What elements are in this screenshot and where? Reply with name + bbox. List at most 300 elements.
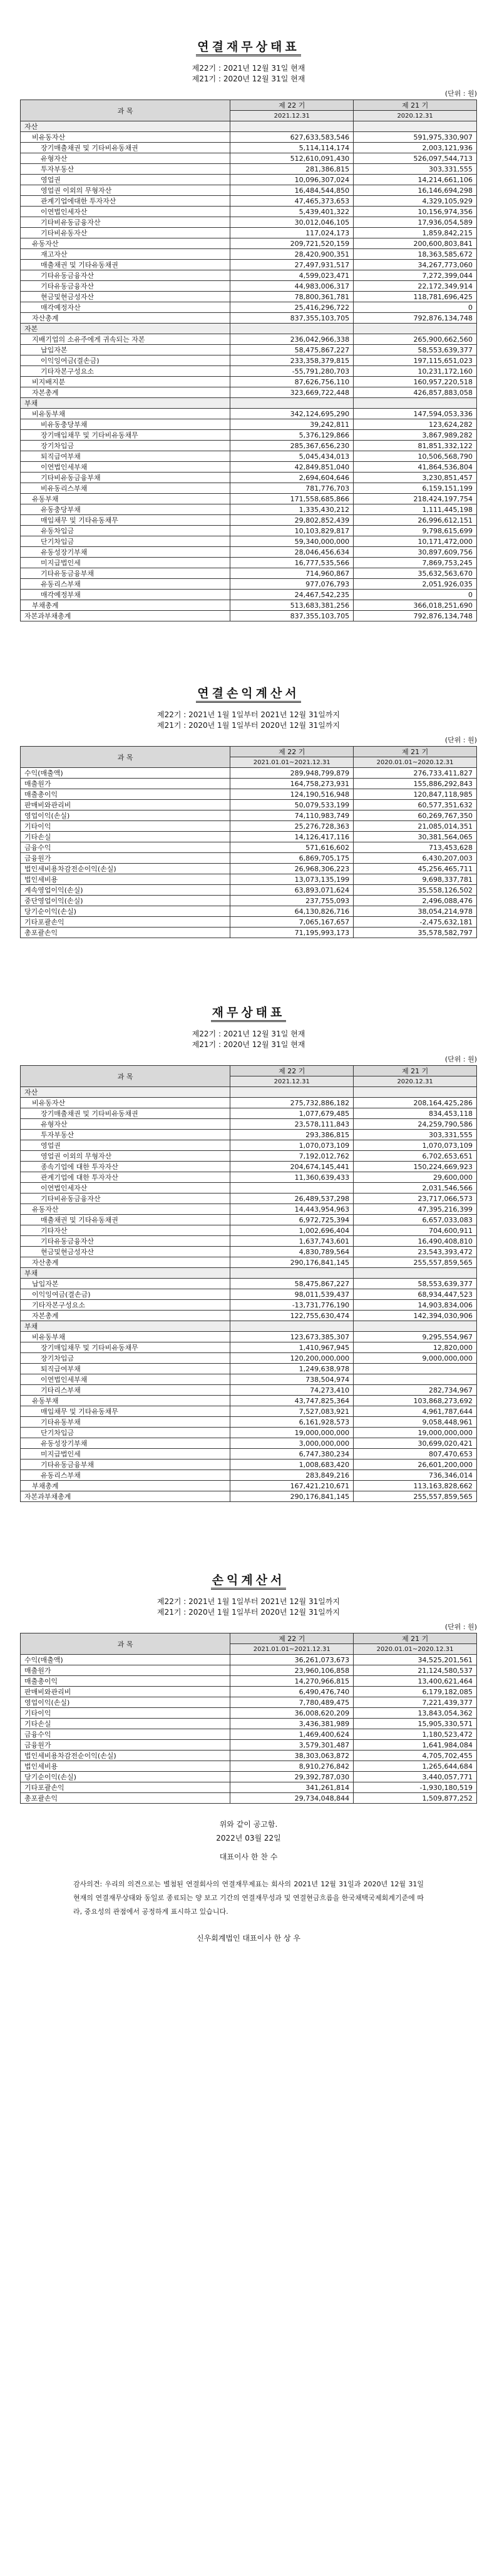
current-amount: 27,497,931,517 xyxy=(230,260,354,270)
account-name: 유동성장기부채 xyxy=(21,547,230,558)
table-row xyxy=(21,1193,477,1204)
statement-section xyxy=(0,684,497,938)
table-row xyxy=(21,164,477,175)
prior-amount xyxy=(354,1268,477,1279)
table-row xyxy=(21,1772,477,1782)
current-amount xyxy=(230,1183,354,1193)
account-name: 기타이익 xyxy=(21,821,230,832)
account-name: 자산총계 xyxy=(21,1257,230,1268)
account-name: 중단영업이익(손실) xyxy=(21,896,230,906)
current-amount: 124,190,516,948 xyxy=(230,789,354,800)
current-amount: 29,734,048,844 xyxy=(230,1793,354,1804)
prior-amount: 19,000,000,000 xyxy=(354,1428,477,1438)
prior-amount: 282,734,967 xyxy=(354,1385,477,1396)
table-row xyxy=(21,874,477,885)
current-amount: 171,558,685,866 xyxy=(230,494,354,504)
table-row xyxy=(21,1740,477,1751)
current-amount: 1,335,430,212 xyxy=(230,504,354,515)
account-name: 유동자산 xyxy=(21,1204,230,1215)
current-amount: 290,176,841,145 xyxy=(230,1257,354,1268)
account-name: 금융수익 xyxy=(21,842,230,853)
table-row xyxy=(21,864,477,874)
table-row xyxy=(21,611,477,621)
account-name: 법인세비용차감전순이익(손실) xyxy=(21,864,230,874)
account-name: 관계기업에대한 투자자산 xyxy=(21,196,230,207)
table-row xyxy=(21,366,477,377)
table-row xyxy=(21,1449,477,1459)
prior-amount: 4,961,787,644 xyxy=(354,1406,477,1417)
auditor-signature: 신우회계법인 대표이사 한 상 우 xyxy=(197,1934,300,1943)
statement-table xyxy=(20,1633,477,1804)
prior-amount: 21,124,580,537 xyxy=(354,1665,477,1676)
account-name: 기타포괄손익 xyxy=(21,917,230,928)
table-row xyxy=(21,377,477,387)
current-amount: 3,579,301,487 xyxy=(230,1740,354,1751)
statement-section xyxy=(0,1571,497,1804)
current-amount: 98,011,539,437 xyxy=(230,1289,354,1300)
account-name: 영업이익(손실) xyxy=(21,810,230,821)
account-name: 금융원가 xyxy=(21,1740,230,1751)
current-amount: 6,972,725,394 xyxy=(230,1215,354,1225)
table-row xyxy=(21,1289,477,1300)
current-amount: -13,731,776,190 xyxy=(230,1300,354,1311)
account-name: 자산 xyxy=(21,1087,230,1098)
current-amount: 738,504,974 xyxy=(230,1374,354,1385)
table-row xyxy=(21,1332,477,1342)
current-amount: 122,755,630,474 xyxy=(230,1311,354,1321)
account-name: 기타이익 xyxy=(21,1708,230,1719)
table-row xyxy=(21,928,477,938)
current-amount: 74,273,410 xyxy=(230,1385,354,1396)
account-name: 기타자본구성요소 xyxy=(21,366,230,377)
table-row xyxy=(21,153,477,164)
table-row xyxy=(21,1481,477,1491)
unit-label: (단위 : 원) xyxy=(444,89,477,98)
table-row xyxy=(21,810,477,821)
table-row xyxy=(21,249,477,260)
table-row xyxy=(21,789,477,800)
current-amount: 627,633,583,546 xyxy=(230,132,354,143)
current-amount: 1,637,743,601 xyxy=(230,1236,354,1247)
prior-amount: 142,394,030,906 xyxy=(354,1311,477,1321)
account-name: 부채총계 xyxy=(21,1481,230,1491)
prior-amount: 160,957,220,518 xyxy=(354,377,477,387)
account-name: 기타비유동금융부채 xyxy=(21,473,230,483)
table-row xyxy=(21,1459,477,1470)
account-name: 유동부채 xyxy=(21,494,230,504)
prior-amount: 792,876,134,748 xyxy=(354,611,477,621)
account-name: 자본과부채총계 xyxy=(21,611,230,621)
table-row xyxy=(21,1183,477,1193)
prior-amount: 10,171,472,000 xyxy=(354,536,477,547)
table-row xyxy=(21,1130,477,1140)
current-amount: 275,732,886,182 xyxy=(230,1098,354,1108)
account-name: 종속기업에 대한 투자자산 xyxy=(21,1162,230,1172)
account-name: 기타포괄손익 xyxy=(21,1782,230,1793)
table-row xyxy=(21,579,477,590)
account-name: 기타유동금융자산 xyxy=(21,270,230,281)
account-name: 유형자산 xyxy=(21,1119,230,1130)
table-row xyxy=(21,821,477,832)
account-name: 장기매출채권 및 기타비유동채권 xyxy=(21,1108,230,1119)
current-amount xyxy=(230,398,354,409)
current-amount: 14,126,417,116 xyxy=(230,832,354,842)
closing-ceo: 대표이사 한 찬 수 xyxy=(219,1853,278,1861)
current-amount: 164,758,273,931 xyxy=(230,779,354,789)
table-row xyxy=(21,473,477,483)
account-name: 계속영업이익(손실) xyxy=(21,885,230,896)
prior-amount: 45,256,465,711 xyxy=(354,864,477,874)
current-amount: 28,420,900,351 xyxy=(230,249,354,260)
prior-amount: -2,475,632,181 xyxy=(354,917,477,928)
table-row xyxy=(21,1342,477,1353)
table-row xyxy=(21,1417,477,1428)
prior-amount xyxy=(354,1374,477,1385)
current-amount: 571,616,602 xyxy=(230,842,354,853)
prior-amount: 713,453,628 xyxy=(354,842,477,853)
prior-amount: 22,172,349,914 xyxy=(354,281,477,292)
prior-amount: 9,058,448,961 xyxy=(354,1417,477,1428)
prior-amount: 12,820,000 xyxy=(354,1342,477,1353)
table-row xyxy=(21,494,477,504)
table-row xyxy=(21,270,477,281)
current-amount: 25,276,728,363 xyxy=(230,821,354,832)
table-row xyxy=(21,1162,477,1172)
period-line: 제22기 : 2021년 1월 1일부터 2021년 12월 31일까지 xyxy=(156,710,340,719)
table-row xyxy=(21,1172,477,1183)
current-amount: 6,490,476,740 xyxy=(230,1687,354,1697)
header-period: 제 21 기 xyxy=(354,100,477,111)
table-row xyxy=(21,1428,477,1438)
prior-amount: 3,440,057,771 xyxy=(354,1772,477,1782)
table-row xyxy=(21,355,477,366)
current-amount: 11,360,639,433 xyxy=(230,1172,354,1183)
current-amount: 26,489,537,298 xyxy=(230,1193,354,1204)
account-name: 판매비와관리비 xyxy=(21,1687,230,1697)
account-name: 매출채권 및 기타유동채권 xyxy=(21,260,230,270)
account-name: 이익잉여금(결손금) xyxy=(21,355,230,366)
prior-amount: 1,509,877,252 xyxy=(354,1793,477,1804)
current-amount: 977,076,793 xyxy=(230,579,354,590)
account-name: 법인세비용 xyxy=(21,1761,230,1772)
prior-amount: 4,329,105,929 xyxy=(354,196,477,207)
account-name: 매출총이익 xyxy=(21,789,230,800)
prior-amount: 60,269,767,350 xyxy=(354,810,477,821)
current-amount xyxy=(230,1087,354,1098)
header-date: 2021.12.31 xyxy=(230,1076,354,1087)
table-row xyxy=(21,334,477,345)
statement-table xyxy=(20,746,477,938)
prior-amount: 38,054,214,978 xyxy=(354,906,477,917)
current-amount: 323,669,722,448 xyxy=(230,387,354,398)
current-amount: 36,008,620,209 xyxy=(230,1708,354,1719)
table-row xyxy=(21,1729,477,1740)
prior-amount: 14,214,661,106 xyxy=(354,175,477,185)
account-name: 비유동자산 xyxy=(21,1098,230,1108)
prior-amount: 123,624,282 xyxy=(354,419,477,430)
current-amount: -55,791,280,703 xyxy=(230,366,354,377)
current-amount: 23,960,106,858 xyxy=(230,1665,354,1676)
current-amount: 290,176,841,145 xyxy=(230,1491,354,1502)
prior-amount: 58,553,639,377 xyxy=(354,345,477,355)
statement-table xyxy=(20,1065,477,1502)
prior-amount: 200,600,803,841 xyxy=(354,238,477,249)
account-name: 영업권 xyxy=(21,175,230,185)
account-name: 관계기업에 대한 투자자산 xyxy=(21,1172,230,1183)
prior-amount: 3,230,851,457 xyxy=(354,473,477,483)
table-row xyxy=(21,1761,477,1772)
account-name: 수익(매출액) xyxy=(21,1655,230,1665)
account-name: 이익잉여금(결손금) xyxy=(21,1289,230,1300)
current-amount: 78,800,361,781 xyxy=(230,292,354,302)
current-amount: 2,694,604,646 xyxy=(230,473,354,483)
auditor-opinion: 감사의견: 우리의 의견으로는 별첨된 연결회사의 연결재무제표는 회사의 2021년 12월 31일과 2020년 12월 31일 현재의 연결재무상태와 동일로 종료되는 양 보고 기간의 연결재무성과 및 연결현금흐름을 한국채택국제회계기준에 따라, 중요성의 관점에서 공정하게 표시하고 있습니다. xyxy=(73,1880,424,1916)
unit-label: (단위 : 원) xyxy=(444,736,477,744)
account-name: 비유동자산 xyxy=(21,132,230,143)
current-amount: 7,527,083,921 xyxy=(230,1406,354,1417)
account-name: 매출원가 xyxy=(21,779,230,789)
table-row xyxy=(21,600,477,611)
prior-amount: 9,295,554,967 xyxy=(354,1332,477,1342)
table-row xyxy=(21,504,477,515)
table-row xyxy=(21,1782,477,1793)
current-amount xyxy=(230,1268,354,1279)
table-row xyxy=(21,260,477,270)
account-name: 기타유동부채 xyxy=(21,1417,230,1428)
account-name: 수익(매출액) xyxy=(21,768,230,779)
table-row xyxy=(21,1385,477,1396)
prior-amount xyxy=(354,1087,477,1098)
table-row xyxy=(21,175,477,185)
account-name: 유동성장기부채 xyxy=(21,1438,230,1449)
current-amount: 209,721,520,159 xyxy=(230,238,354,249)
prior-amount: 35,632,563,670 xyxy=(354,568,477,579)
prior-amount: 792,876,134,748 xyxy=(354,313,477,324)
header-date: 2020.12.31 xyxy=(354,111,477,121)
table-row xyxy=(21,832,477,842)
account-name: 퇴직급여부채 xyxy=(21,1364,230,1374)
prior-amount: 2,496,088,476 xyxy=(354,896,477,906)
table-row xyxy=(21,568,477,579)
table-row xyxy=(21,238,477,249)
table-row xyxy=(21,1697,477,1708)
account-name: 납입자본 xyxy=(21,1279,230,1289)
prior-amount: 218,424,197,754 xyxy=(354,494,477,504)
account-name: 기타자본구성요소 xyxy=(21,1300,230,1311)
current-amount: 58,475,867,227 xyxy=(230,345,354,355)
account-name: 영업권 이외의 무형자산 xyxy=(21,185,230,196)
current-amount: 1,070,073,109 xyxy=(230,1140,354,1151)
account-name: 이연법인세자산 xyxy=(21,207,230,217)
table-row xyxy=(21,1438,477,1449)
current-amount: 283,849,216 xyxy=(230,1470,354,1481)
statement-title: 재무상태표 xyxy=(0,1003,497,1020)
account-name: 기타손실 xyxy=(21,832,230,842)
account-name: 부채 xyxy=(21,398,230,409)
prior-amount: 1,111,445,198 xyxy=(354,504,477,515)
table-row xyxy=(21,1676,477,1687)
account-name: 비유동리스부채 xyxy=(21,483,230,494)
table-row xyxy=(21,324,477,334)
prior-amount: 30,897,609,756 xyxy=(354,547,477,558)
current-amount: 47,465,373,653 xyxy=(230,196,354,207)
prior-amount: 303,331,555 xyxy=(354,164,477,175)
table-row xyxy=(21,1396,477,1406)
account-name: 총포괄손익 xyxy=(21,1793,230,1804)
current-amount: 26,968,306,223 xyxy=(230,864,354,874)
account-name: 이연법인세부채 xyxy=(21,1374,230,1385)
table-row xyxy=(21,1374,477,1385)
account-name: 기타자산 xyxy=(21,1225,230,1236)
prior-amount xyxy=(354,398,477,409)
prior-amount: 10,506,568,790 xyxy=(354,451,477,462)
current-amount: 5,376,129,866 xyxy=(230,430,354,441)
current-amount xyxy=(230,1321,354,1332)
account-name: 장기매출채권 및 기타비유동채권 xyxy=(21,143,230,153)
current-amount: 64,130,826,716 xyxy=(230,906,354,917)
prior-amount: 1,265,644,684 xyxy=(354,1761,477,1772)
account-name: 기타유동금융자산 xyxy=(21,281,230,292)
account-name: 퇴직급여부채 xyxy=(21,451,230,462)
current-amount: 233,358,379,815 xyxy=(230,355,354,366)
account-name: 투자부동산 xyxy=(21,1130,230,1140)
current-amount: 341,261,814 xyxy=(230,1782,354,1793)
account-name: 매입채무 및 기타유동채무 xyxy=(21,1406,230,1417)
current-amount: 6,747,380,234 xyxy=(230,1449,354,1459)
prior-amount: 7,272,399,044 xyxy=(354,270,477,281)
header-date: 2021.01.01~2021.12.31 xyxy=(230,757,354,768)
account-name: 기타유동금융자산 xyxy=(21,1236,230,1247)
prior-amount: 6,657,033,083 xyxy=(354,1215,477,1225)
account-name: 당기순이익(손실) xyxy=(21,1772,230,1782)
period-line: 제21기 : 2020년 12월 31일 현재 xyxy=(192,74,305,83)
table-row xyxy=(21,1204,477,1215)
current-amount: 513,683,381,256 xyxy=(230,600,354,611)
current-amount: 281,386,815 xyxy=(230,164,354,175)
unit-label: (단위 : 원) xyxy=(444,1623,477,1631)
prior-amount: 30,699,020,421 xyxy=(354,1438,477,1449)
table-row xyxy=(21,1406,477,1417)
header-period: 제 21 기 xyxy=(354,747,477,757)
table-row xyxy=(21,800,477,810)
prior-amount: 426,857,883,058 xyxy=(354,387,477,398)
table-row xyxy=(21,526,477,536)
header-date: 2020.01.01~2020.12.31 xyxy=(354,757,477,768)
account-name: 기타리스부채 xyxy=(21,1385,230,1396)
prior-amount: 10,156,974,356 xyxy=(354,207,477,217)
current-amount: 289,948,799,879 xyxy=(230,768,354,779)
statement-title: 연결손익계산서 xyxy=(0,684,497,701)
account-name: 지배기업의 소유주에게 귀속되는 자본 xyxy=(21,334,230,345)
prior-amount: 834,453,118 xyxy=(354,1108,477,1119)
period-line: 제21기 : 2020년 1월 1일부터 2020년 12월 31일까지 xyxy=(156,721,340,730)
closing-date: 2022년 03월 22일 xyxy=(216,1834,281,1843)
table-row xyxy=(21,1793,477,1804)
prior-amount: 58,553,639,377 xyxy=(354,1279,477,1289)
table-row xyxy=(21,483,477,494)
account-name: 법인세비용차감전순이익(손실) xyxy=(21,1751,230,1761)
account-name: 유동부채 xyxy=(21,1396,230,1406)
account-name: 현금및현금성자산 xyxy=(21,292,230,302)
account-name: 비지배지분 xyxy=(21,377,230,387)
table-row xyxy=(21,1236,477,1247)
prior-amount: 208,164,425,286 xyxy=(354,1098,477,1108)
prior-amount xyxy=(354,121,477,132)
current-amount: 1,410,967,945 xyxy=(230,1342,354,1353)
account-name: 매각예정자산 xyxy=(21,302,230,313)
prior-amount: 26,601,200,000 xyxy=(354,1459,477,1470)
statement-section xyxy=(0,1003,497,1502)
account-name: 기타비유동금융자산 xyxy=(21,217,230,228)
account-name: 자본 xyxy=(21,324,230,334)
current-amount: 29,392,787,030 xyxy=(230,1772,354,1782)
current-amount: 837,355,103,705 xyxy=(230,611,354,621)
account-name: 미지급법인세 xyxy=(21,1449,230,1459)
account-name: 금융수익 xyxy=(21,1729,230,1740)
period-line: 제21기 : 2020년 12월 31일 현재 xyxy=(192,1040,305,1049)
account-name: 매출채권 및 기타유동채권 xyxy=(21,1215,230,1225)
table-row xyxy=(21,1215,477,1225)
header-period: 제 22 기 xyxy=(230,747,354,757)
current-amount: 1,008,683,420 xyxy=(230,1459,354,1470)
prior-amount: 13,400,621,464 xyxy=(354,1676,477,1687)
table-row xyxy=(21,419,477,430)
current-amount: 1,002,696,404 xyxy=(230,1225,354,1236)
account-name: 유동차입금 xyxy=(21,526,230,536)
table-row xyxy=(21,1719,477,1729)
statement-title: 연결재무상태표 xyxy=(0,38,497,54)
header-account: 과 목 xyxy=(21,747,230,768)
prior-amount: 736,346,014 xyxy=(354,1470,477,1481)
prior-amount: 366,018,251,690 xyxy=(354,600,477,611)
header-period: 제 21 기 xyxy=(354,1633,477,1644)
table-row xyxy=(21,387,477,398)
table-row xyxy=(21,906,477,917)
account-name: 법인세비용 xyxy=(21,874,230,885)
current-amount: 25,416,296,722 xyxy=(230,302,354,313)
account-name: 매입채무 및 기타유동채무 xyxy=(21,515,230,526)
prior-amount: 34,525,201,561 xyxy=(354,1655,477,1665)
account-name: 단기차입금 xyxy=(21,1428,230,1438)
table-row xyxy=(21,1151,477,1162)
prior-amount: 29,600,000 xyxy=(354,1172,477,1183)
current-amount: 23,578,111,843 xyxy=(230,1119,354,1130)
current-amount: 123,673,385,307 xyxy=(230,1332,354,1342)
account-name: 기타비유동금융자산 xyxy=(21,1193,230,1204)
prior-amount: 17,936,054,589 xyxy=(354,217,477,228)
table-row xyxy=(21,1364,477,1374)
account-name: 자산 xyxy=(21,121,230,132)
current-amount: 7,065,167,657 xyxy=(230,917,354,928)
current-amount: 4,599,023,471 xyxy=(230,270,354,281)
account-name: 영업권 이외의 무형자산 xyxy=(21,1151,230,1162)
table-row xyxy=(21,143,477,153)
account-name: 유동자산 xyxy=(21,238,230,249)
current-amount: 14,443,954,963 xyxy=(230,1204,354,1215)
prior-amount: 14,903,834,006 xyxy=(354,1300,477,1311)
prior-amount: 23,543,393,472 xyxy=(354,1247,477,1257)
prior-amount: 0 xyxy=(354,590,477,600)
current-amount: 28,046,456,634 xyxy=(230,547,354,558)
table-row xyxy=(21,917,477,928)
account-name: 비유동부채 xyxy=(21,1332,230,1342)
prior-amount: 255,557,859,565 xyxy=(354,1257,477,1268)
prior-amount: 47,395,216,399 xyxy=(354,1204,477,1215)
table-row xyxy=(21,1279,477,1289)
current-amount: 7,780,489,475 xyxy=(230,1697,354,1708)
current-amount: 44,983,006,317 xyxy=(230,281,354,292)
header-date: 2021.12.31 xyxy=(230,111,354,121)
